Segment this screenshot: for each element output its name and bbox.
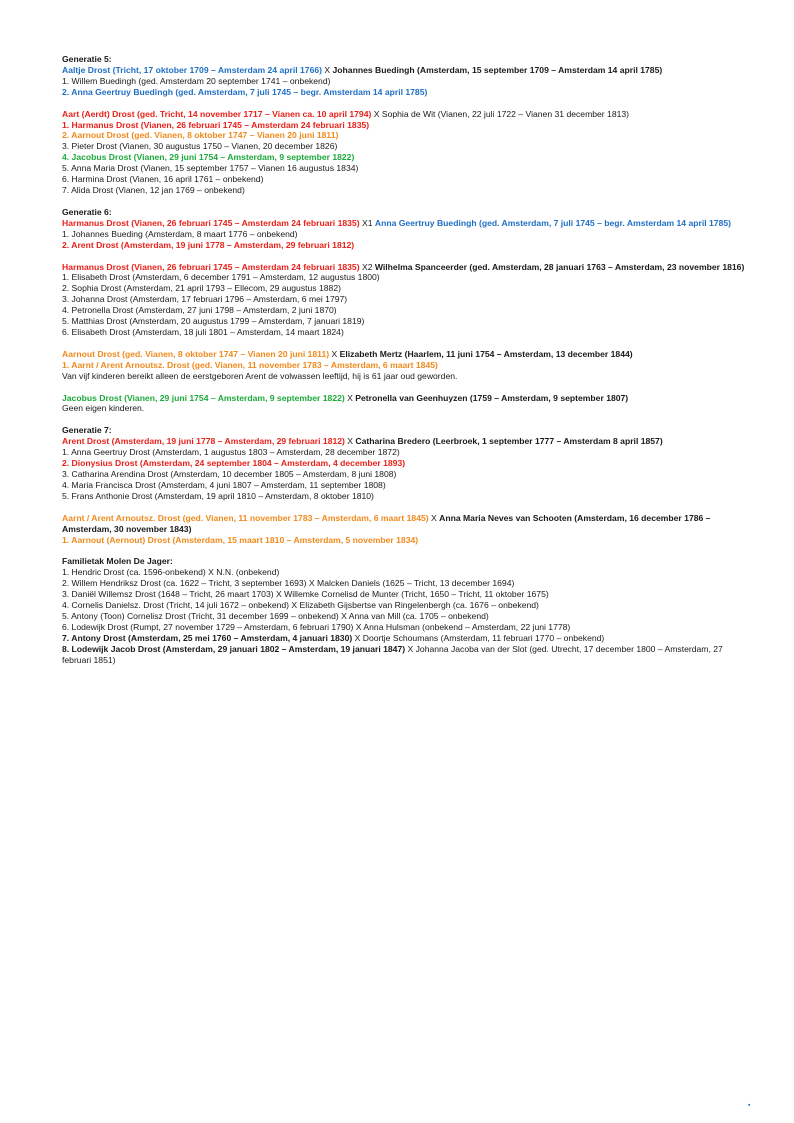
- lineage-item: [62, 567, 752, 578]
- person-spouse: Anna Maria Neves van Schooten (Amsterdam, 16 december 1786 – Amsterdam, 30 november 1843): [62, 512, 711, 534]
- lineage-item: [62, 633, 752, 644]
- generation-heading: Generatie 7:: [62, 425, 112, 436]
- lineage-heading: Familietak Molen De Jager:: [62, 556, 173, 567]
- family-note: Van vijf kinderen bereikt alleen de eerstgeboren Arent de volwassen leeftijd, hij is 61 jaar oud geworden.: [62, 370, 458, 381]
- child-item: 1. Aarnt / Arent Arnoutsz. Drost (ged. Vianen, 11 november 1783 – Amsterdam, 6 maart 1845): [62, 359, 438, 370]
- lineage-spouse: X N.N. (onbekend): [205, 567, 280, 578]
- lineage-item: [62, 622, 752, 633]
- lineage-item: [62, 644, 752, 666]
- marriage-separator: X: [371, 108, 382, 119]
- person-primary: Aarnt / Arent Arnoutsz. Drost (ged. Vianen, 11 november 1783 – Amsterdam, 6 maart 1845): [62, 512, 429, 523]
- child-item: 6. Harmina Drost (Vianen, 16 april 1761 – onbekend): [62, 174, 264, 185]
- child-item: 7. Alida Drost (Vianen, 12 jan 1769 – onbekend): [62, 184, 245, 195]
- lineage-list: [62, 567, 752, 665]
- marriage-separator: X: [329, 348, 340, 359]
- child-item: 1. Johannes Bueding (Amsterdam, 8 maart 1776 – onbekend): [62, 228, 298, 239]
- lineage-spouse: X Malcken Daniels (1625 – Tricht, 13 december 1694): [306, 578, 515, 589]
- lineage-spouse: X Johanna Jacoba van der Slot (ged. Utrecht, 17 december 1800 – Amsterdam, 27 februari 1851): [62, 643, 723, 665]
- child-item: 1. Harmanus Drost (Vianen, 26 februari 1745 – Amsterdam 24 februari 1835): [62, 119, 370, 130]
- child-item: 2. Sophia Drost (Amsterdam, 21 april 1793 – Ellecom, 29 augustus 1882): [62, 283, 341, 294]
- generation-heading: Generatie 6:: [62, 206, 112, 217]
- family-note: Geen eigen kinderen.: [62, 403, 145, 414]
- lineage-spouse: X Doortje Schoumans (Amsterdam, 11 februari 1770 – onbekend): [352, 632, 605, 643]
- child-item: 1. Elisabeth Drost (Amsterdam, 6 december 1791 – Amsterdam, 12 augustus 1800): [62, 272, 380, 283]
- child-item: 6. Elisabeth Drost (Amsterdam, 18 juli 1801 – Amsterdam, 14 maart 1824): [62, 326, 344, 337]
- person-primary: Arent Drost (Amsterdam, 19 juni 1778 – Amsterdam, 29 februari 1812): [62, 436, 345, 447]
- lineage-person: 6. Lodewijk Drost (Rumpt, 27 november 1729 – Amsterdam, 6 februari 1790): [62, 621, 354, 632]
- child-item: 3. Pieter Drost (Vianen, 30 augustus 1750 – Vianen, 20 december 1826): [62, 141, 338, 152]
- lineage-person: 7. Antony Drost (Amsterdam, 25 mei 1760 – Amsterdam, 4 januari 1830): [62, 632, 353, 643]
- couple-line: [62, 513, 752, 535]
- person-spouse: Johannes Buedingh (Amsterdam, 15 september 1709 – Amsterdam 14 april 1785): [332, 64, 663, 75]
- family-block: [62, 349, 752, 382]
- couple-line: [62, 65, 752, 76]
- lineage-item: [62, 589, 752, 600]
- family-block: [62, 513, 752, 546]
- child-item: 2. Arent Drost (Amsterdam, 19 juni 1778 – Amsterdam, 29 februari 1812): [62, 239, 355, 250]
- child-item: 5. Anna Maria Drost (Vianen, 15 september 1757 – Vianen 16 augustus 1834): [62, 163, 359, 174]
- couple-line: [62, 262, 752, 273]
- person-primary: Harmanus Drost (Vianen, 26 februari 1745 – Amsterdam 24 februari 1835): [62, 261, 360, 272]
- person-spouse: Elizabeth Mertz (Haarlem, 11 juni 1754 – Amsterdam, 13 december 1844): [339, 348, 633, 359]
- child-item: 2. Dionysius Drost (Amsterdam, 24 september 1804 – Amsterdam, 4 december 1893): [62, 458, 406, 469]
- person-primary: Aart (Aerdt) Drost (ged. Tricht, 14 november 1717 – Vianen ca. 10 april 1794): [62, 108, 372, 119]
- marriage-separator: X: [322, 64, 333, 75]
- person-spouse: Petronella van Geenhuyzen (1759 – Amsterdam, 9 september 1807): [355, 392, 629, 403]
- marriage-separator: X1: [359, 217, 375, 228]
- marriage-separator: X: [428, 512, 440, 523]
- child-item: 1. Aarnout (Aernout) Drost (Amsterdam, 15 maart 1810 – Amsterdam, 5 november 1834): [62, 534, 419, 545]
- lineage-spouse: X Elizabeth Gijsbertse van Ringelenbergh (ca. 1676 – onbekend): [289, 600, 539, 611]
- marriage-separator: X: [344, 392, 356, 403]
- family-block: [62, 65, 752, 98]
- lineage-person: 1. Hendric Drost (ca. 1596-onbekend): [62, 567, 206, 578]
- person-primary: Harmanus Drost (Vianen, 26 februari 1745 – Amsterdam 24 februari 1835): [62, 217, 360, 228]
- page-marker-icon: ▪: [748, 1102, 751, 1109]
- lineage-item: [62, 600, 752, 611]
- child-item: 4. Jacobus Drost (Vianen, 29 juni 1754 – Amsterdam, 9 september 1822): [62, 152, 355, 163]
- family-block: [62, 393, 752, 415]
- person-primary: Aarnout Drost (ged. Vianen, 8 oktober 1747 – Vianen 20 juni 1811): [62, 348, 330, 359]
- person-spouse: Catharina Bredero (Leerbroek, 1 september 1777 – Amsterdam 8 april 1857): [355, 436, 663, 447]
- lineage-person: 8. Lodewijk Jacob Drost (Amsterdam, 29 januari 1802 – Amsterdam, 19 januari 1847): [62, 643, 406, 654]
- lineage-person: 4. Cornelis Danielsz. Drost (Tricht, 14 juli 1672 – onbekend): [62, 600, 290, 611]
- marriage-separator: X: [344, 436, 356, 447]
- person-spouse: Sophia de Wit (Vianen, 22 juli 1722 – Vianen 31 december 1813): [381, 108, 630, 119]
- lineage-person: 5. Antony (Toon) Cornelisz Drost (Tricht, 31 december 1699 – onbekend): [62, 610, 339, 621]
- couple-line: [62, 393, 752, 404]
- child-item: 3. Johanna Drost (Amsterdam, 17 februari 1796 – Amsterdam, 6 mei 1797): [62, 294, 348, 305]
- child-item: 1. Willem Buedingh (ged. Amsterdam 20 september 1741 – onbekend): [62, 75, 331, 86]
- child-item: 4. Maria Francisca Drost (Amsterdam, 4 juni 1807 – Amsterdam, 11 september 1808): [62, 479, 386, 490]
- family-block: [62, 109, 752, 196]
- child-item: 4. Petronella Drost (Amsterdam, 27 juni 1798 – Amsterdam, 2 juni 1870): [62, 305, 337, 316]
- child-item: 2. Aarnout Drost (ged. Vianen, 8 oktober 1747 – Vianen 20 juni 1811): [62, 130, 339, 141]
- lineage-person: 2. Willem Hendriksz Drost (ca. 1622 – Tricht, 3 september 1693): [62, 578, 307, 589]
- family-block: [62, 436, 752, 501]
- couple-line: [62, 436, 752, 447]
- lineage-spouse: X Anna van Mill (ca. 1705 – onbekend): [338, 610, 489, 621]
- couple-line: [62, 218, 752, 229]
- person-primary: Jacobus Drost (Vianen, 29 juni 1754 – Amsterdam, 9 september 1822): [62, 392, 345, 403]
- generation-heading: Generatie 5:: [62, 54, 112, 64]
- couple-line: [62, 109, 752, 120]
- person-primary: Aaltje Drost (Tricht, 17 oktober 1709 – Amsterdam 24 april 1766): [62, 64, 322, 75]
- lineage-spouse: X Willemke Cornelisd de Munter (Tricht, 1650 – Tricht, 11 oktober 1675): [273, 589, 549, 600]
- couple-line: [62, 349, 752, 360]
- family-block: [62, 262, 752, 338]
- child-item: 2. Anna Geertruy Buedingh (ged. Amsterdam, 7 juli 1745 – begr. Amsterdam 14 april 1785): [62, 86, 428, 97]
- document-page: [62, 54, 752, 677]
- marriage-separator: X2: [359, 261, 375, 272]
- lineage-item: [62, 578, 752, 589]
- child-item: 5. Frans Anthonie Drost (Amsterdam, 19 april 1810 – Amsterdam, 8 oktober 1810): [62, 490, 374, 501]
- person-spouse: Wilhelma Spanceerder (ged. Amsterdam, 28 januari 1763 – Amsterdam, 23 november 1816): [374, 261, 745, 272]
- family-block: [62, 218, 752, 251]
- child-item: 3. Catharina Arendina Drost (Amsterdam, 10 december 1805 – Amsterdam, 8 juni 1808): [62, 469, 397, 479]
- lineage-spouse: X Anna Hulsman (onbekend – Amsterdam, 22 juni 1778): [353, 621, 571, 632]
- lineage-person: 3. Daniël Willemsz Drost (1648 – Tricht, 26 maart 1703): [62, 589, 274, 600]
- lineage-item: [62, 611, 752, 622]
- child-item: 1. Anna Geertruy Drost (Amsterdam, 1 augustus 1803 – Amsterdam, 28 december 1872): [62, 447, 400, 458]
- person-spouse: Anna Geertruy Buedingh (ged. Amsterdam, 7 juli 1745 – begr. Amsterdam 14 april 1785): [374, 217, 731, 228]
- child-item: 5. Matthias Drost (Amsterdam, 20 augustus 1799 – Amsterdam, 7 januari 1819): [62, 316, 365, 327]
